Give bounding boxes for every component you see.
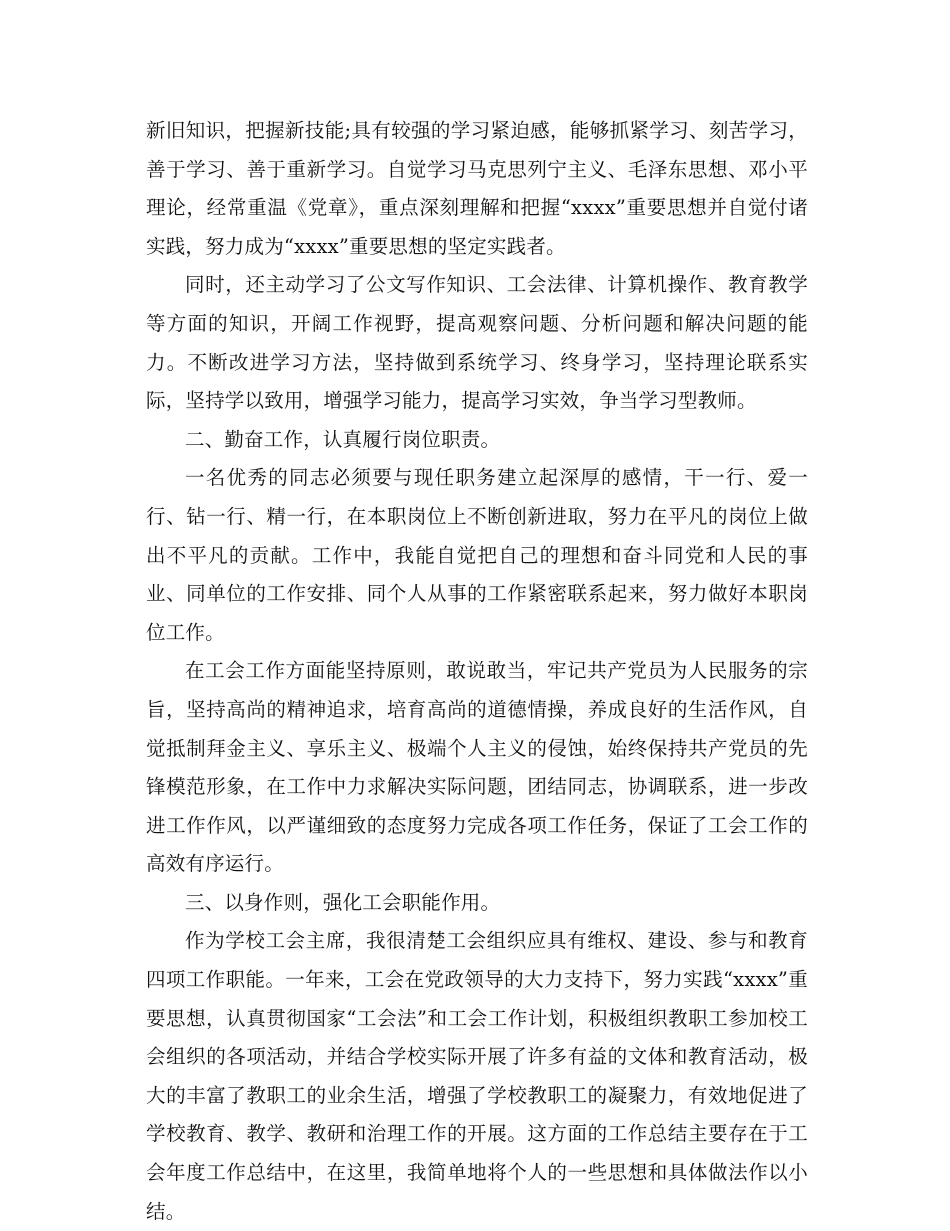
paragraph-study-continued: 新旧知识，把握新技能;具有较强的学习紧迫感，能够抓紧学习、刻苦学习，善于学习、善于重新学习。自觉学习马克思列宁主义、毛泽东思想、邓小平理论，经常重温《党章》，重点深刻理解和把握“xxxx”重要思想并自觉付诸实践，努力成为“xxxx”重要思想的坚定实践者。 <box>146 119 808 258</box>
paragraph-dedication: 一名优秀的同志必须要与现任职务建立起深厚的感情，干一行、爱一行、钻一行、精一行，在本职岗位上不断创新进取，努力在平凡的岗位上做出不平凡的贡献。工作中，我能自觉把自己的理想和奋斗同党和人民的事业、同单位的工作安排、同个人从事的工作紧密联系起来，努力做好本职岗位工作。 <box>146 466 808 644</box>
document-body <box>146 112 808 1231</box>
paragraph-union-functions: 作为学校工会主席，我很清楚工会组织应具有维权、建设、参与和教育四项工作职能。一年来，工会在党政领导的大力支持下，努力实践“xxxx”重要思想，认真贯彻国家“工会法”和工会工作计划，积极组织教职工参加校工会组织的各项活动，并结合学校实际开展了许多有益的文体和教育活动，极大的丰富了教职工的业余生活，增强了学校教职工的凝聚力，有效地促进了学校教育、教学、教研和治理工作的开展。这方面的工作总结主要存在于工会年度工作总结中，在这里，我简单地将个人的一些思想和具体做法作以小结。 <box>146 929 808 1223</box>
paragraph-union-principles: 在工会工作方面能坚持原则，敢说敢当，牢记共产党员为人民服务的宗旨，坚持高尚的精神追求，培育高尚的道德情操，养成良好的生活作风，自觉抵制拜金主义、享乐主义、极端个人主义的侵蚀，始终保持共产党员的先锋模范形象，在工作中力求解决实际问题，团结同志，协调联系，进一步改进工作作风，以严谨细致的态度努力完成各项工作任务，保证了工会工作的高效有序运行。 <box>146 659 808 876</box>
section-heading-two: 二、勤奋工作，认真履行岗位职责。 <box>185 427 501 451</box>
paragraph-study-methods: 同时，还主动学习了公文写作知识、工会法律、计算机操作、教育教学等方面的知识，开阔工作视野，提高观察问题、分析问题和解决问题的能力。不断改进学习方法，坚持做到系统学习、终身学习，坚持理论联系实际，坚持学以致用，增强学习能力，提高学习实效，争当学习型教师。 <box>146 273 808 413</box>
section-heading-three: 三、以身作则，强化工会职能作用。 <box>185 890 501 914</box>
